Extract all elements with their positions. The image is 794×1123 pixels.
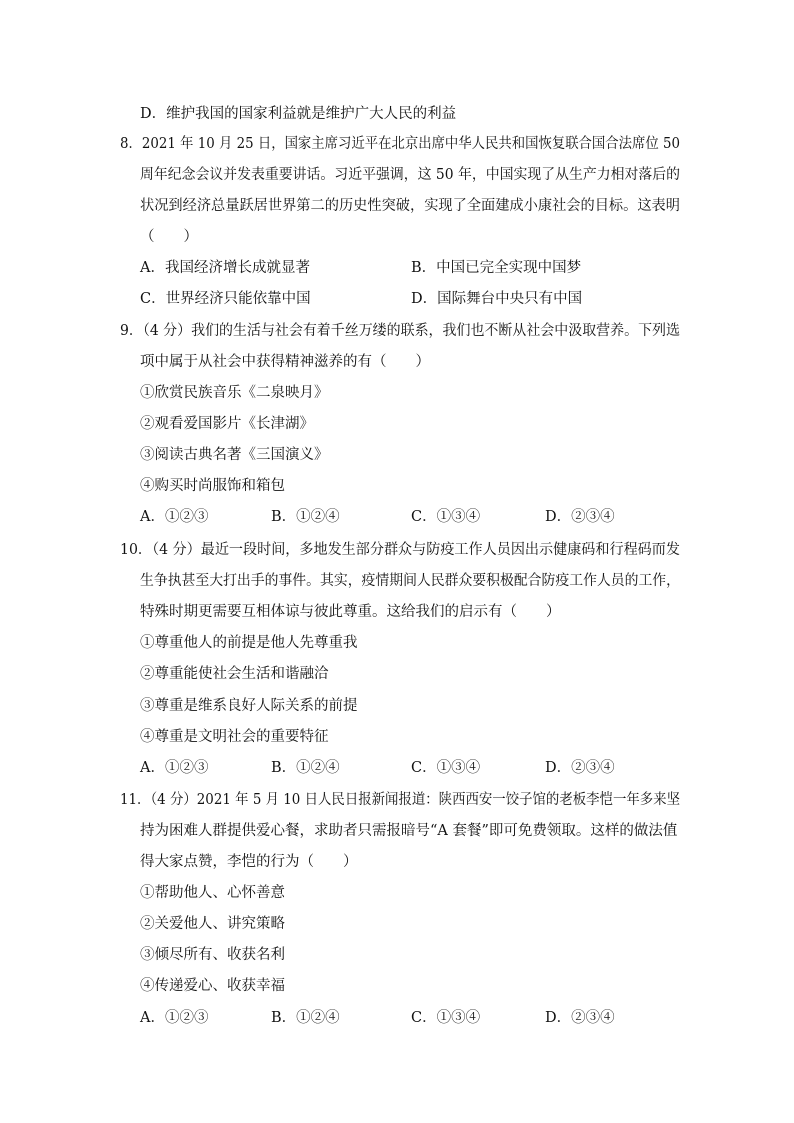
question-8-line-1: 8．2021 年 10 月 25 日，国家主席习近平在北京出席中华人民共和国恢复联合国合法席位 50 [120,136,681,152]
question-8-option-a: A．我国经济增长成就显著 [140,260,310,276]
question-11-line-2: 持为困难人群提供爱心餐，求助者只需报暗号“A 套餐”即可免费领取。这样的做法值 [140,823,678,839]
question-11-option-c: C．①③④ [411,1010,481,1026]
question-10-statement-1: ①尊重他人的前提是他人先尊重我 [140,635,358,651]
question-11-line-3: 得大家点赞，李恺的行为（ ） [140,854,358,870]
question-10-option-c: C．①③④ [411,760,481,776]
question-8-option-c: C．世界经济只能依靠中国 [140,291,311,307]
question-9-statement-4: ④购买时尚服饰和箱包 [140,478,285,494]
question-9-option-a: A．①②③ [140,509,209,525]
question-8-line-2: 周年纪念会议并发表重要讲话。习近平强调，这 50 年，中国实现了从生产力相对落后的 [140,167,681,183]
question-11-option-d: D．②③④ [545,1010,615,1026]
question-10-statement-3: ③尊重是维系良好人际关系的前提 [140,698,358,714]
question-9-option-d: D．②③④ [545,509,615,525]
question-10-statement-4: ④尊重是文明社会的重要特征 [140,729,329,745]
question-8-line-3: 状况到经济总量跃居世界第二的历史性突破，实现了全面建成小康社会的目标。这表明 [140,198,680,214]
question-11-statement-2: ②关爱他人、讲究策略 [140,916,285,932]
question-10-statement-2: ②尊重能使社会生活和谐融洽 [140,666,329,682]
question-10-line-2: 生争执甚至大打出手的事件。其实，疫情期间人民群众要积极配合防疫工作人员的工作， [140,573,680,589]
question-9-line-2: 项中属于从社会中获得精神滋养的有（ ） [140,354,430,370]
question-11-statement-3: ③倾尽所有、收获名利 [140,947,285,963]
question-10-option-d: D．②③④ [545,760,615,776]
question-10-line-1: 10．（4 分）最近一段时间，多地发生部分群众与防疫工作人员因出示健康码和行程码而发 [120,542,680,558]
question-10-option-a: A．①②③ [140,760,209,776]
question-8-option-d: D．国际舞台中央只有中国 [411,291,583,307]
question-10-line-3: 特殊时期更需要互相体谅与彼此尊重。这给我们的启示有（ ） [140,604,561,620]
question-11-option-b: B．①②④ [271,1010,340,1026]
question-10-option-b: B．①②④ [271,760,340,776]
question-9-line-1: 9．（4 分）我们的生活与社会有着千丝万缕的联系，我们也不断从社会中汲取营养。下列选 [120,323,680,339]
question-11-option-a: A．①②③ [140,1010,209,1026]
question-9-option-c: C．①③④ [411,509,481,525]
question-8-option-b: B．中国已完全实现中国梦 [411,260,582,276]
prev-question-option-d: D．维护我国的国家利益就是维护广大人民的利益 [140,106,457,122]
question-9-option-b: B．①②④ [271,509,340,525]
question-8-line-4: （ ） [140,229,198,245]
question-9-statement-1: ①欣赏民族音乐《二泉映月》 [140,385,329,401]
question-11-statement-4: ④传递爱心、收获幸福 [140,978,285,994]
question-11-statement-1: ①帮助他人、心怀善意 [140,885,285,901]
question-11-line-1: 11．（4 分）2021 年 5 月 10 日人民日报新闻报道：陕西西安一饺子馆的老板李恺一年多来坚 [120,792,680,808]
question-9-statement-2: ②观看爱国影片《长津湖》 [140,416,314,432]
question-9-statement-3: ③阅读古典名著《三国演义》 [140,447,329,463]
